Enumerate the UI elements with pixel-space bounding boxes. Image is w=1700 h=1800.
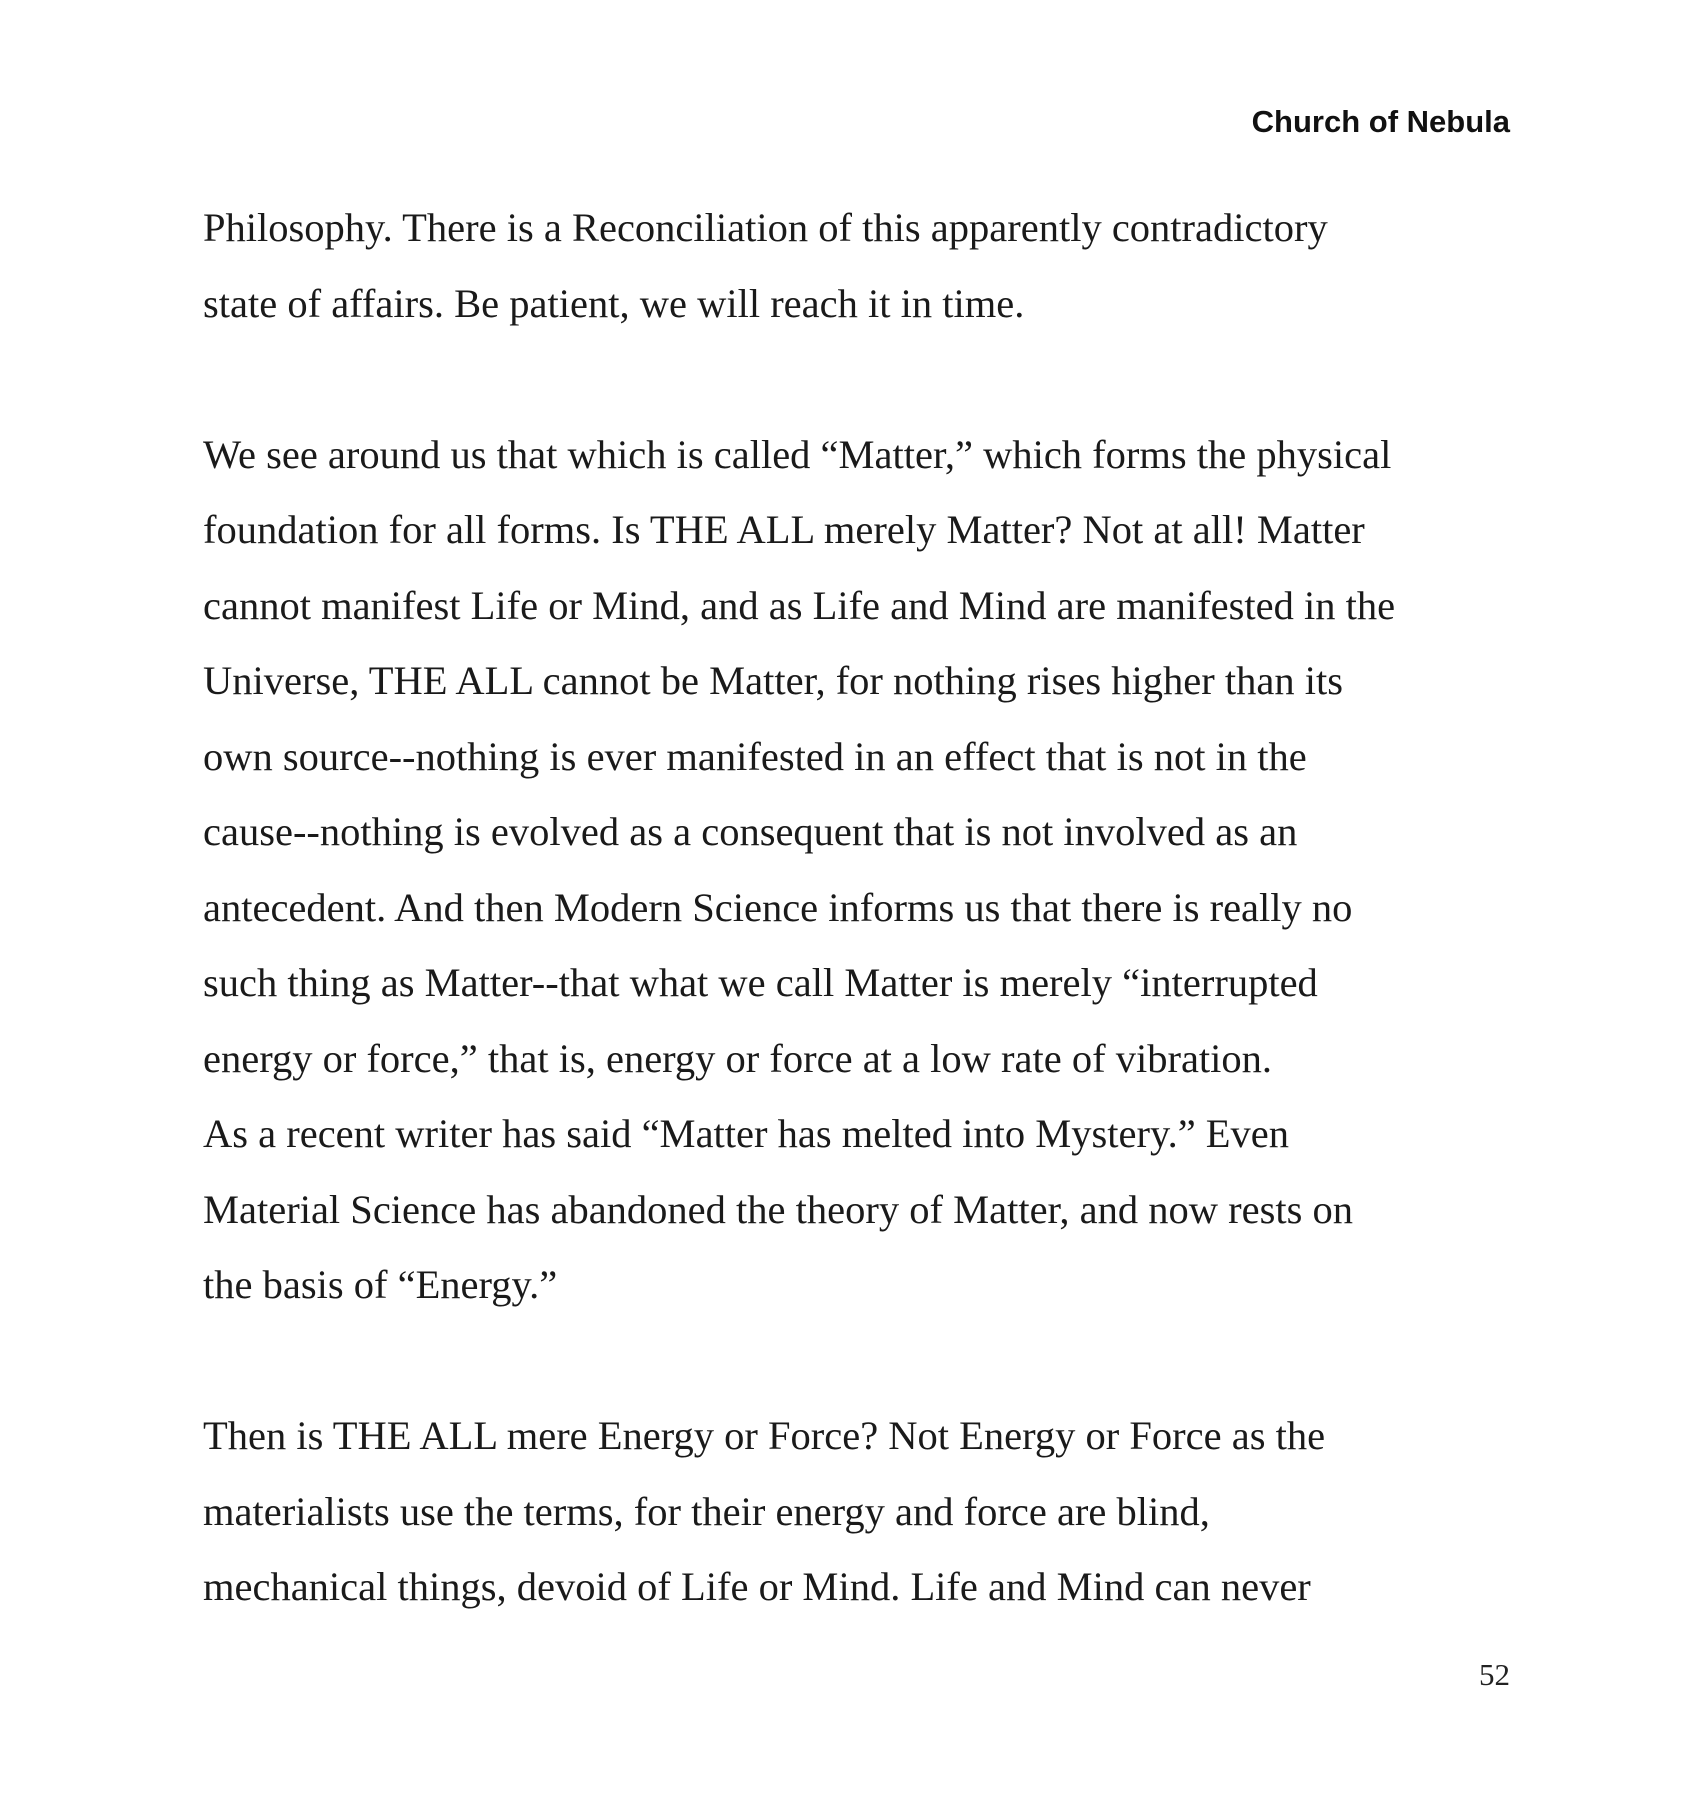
text-line: As a recent writer has said “Matter has melted into Mystery.” Even (203, 1111, 1290, 1156)
text-line: materialists use the terms, for their energy and force are blind, (203, 1488, 1210, 1534)
paragraph (203, 1398, 1533, 1625)
text-line: Universe, THE ALL cannot be Matter, for nothing rises higher than its (203, 658, 1343, 703)
text-line: energy or force,” that is, energy or force at a low rate of vibration. (203, 1035, 1273, 1081)
text-line: cause--nothing is evolved as a consequent that is not involved as an (203, 809, 1298, 854)
text-line: cannot manifest Life or Mind, and as Life and Mind are manifested in the (203, 582, 1396, 628)
text-line: foundation for all forms. Is THE ALL merely Matter? Not at all! Matter (203, 507, 1365, 552)
page-number: 52 (1479, 1657, 1510, 1692)
text-line: Material Science has abandoned the theory of Matter, and now rests on (203, 1186, 1353, 1232)
body-text (203, 190, 1533, 1625)
text-line: We see around us that which is called “Matter,” which forms the physical (203, 431, 1392, 477)
text-line: such thing as Matter--that what we call Matter is merely “interrupted (203, 960, 1318, 1005)
paragraph-spacer (203, 1323, 1533, 1399)
text-line: Then is THE ALL mere Energy or Force? Not Energy or Force as the (203, 1413, 1326, 1458)
paragraph (203, 417, 1533, 1323)
text-line: mechanical things, devoid of Life or Mind. Life and Mind can never (203, 1564, 1311, 1609)
running-header-title: Church of Nebula (1251, 104, 1510, 139)
text-line: own source--nothing is ever manifested in an effect that is not in the (203, 733, 1307, 779)
paragraph-spacer (203, 341, 1533, 417)
paragraph (203, 190, 1533, 341)
text-line: state of affairs. Be patient, we will reach it in time. (203, 280, 1025, 326)
text-line: Philosophy. There is a Reconciliation of this apparently contradictory (203, 205, 1328, 250)
text-line: antecedent. And then Modern Science informs us that there is really no (203, 884, 1353, 930)
text-line: the basis of “Energy.” (203, 1262, 558, 1307)
